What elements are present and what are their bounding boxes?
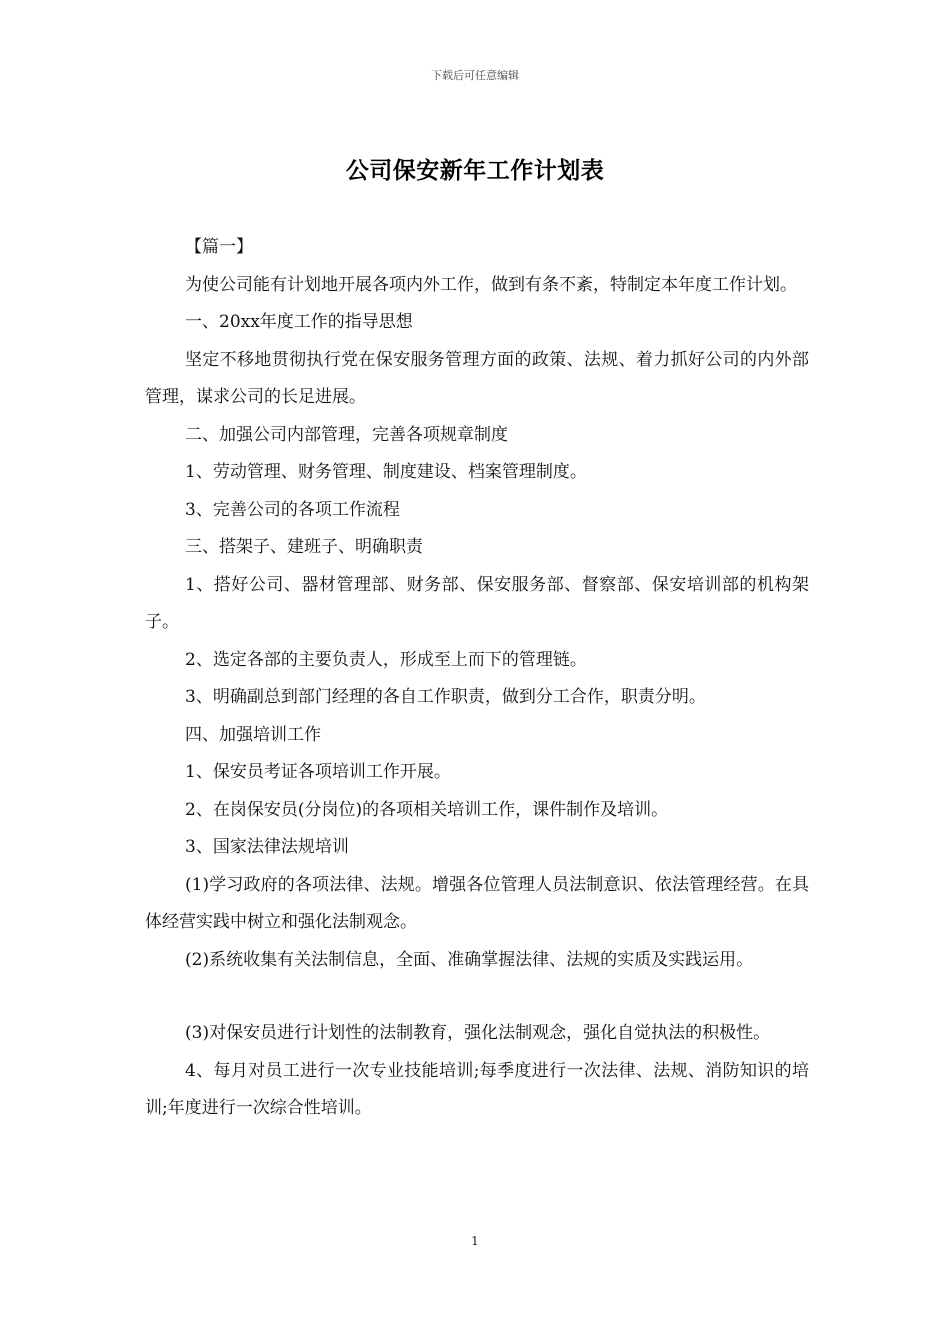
paragraph-gap [145, 979, 809, 1015]
list-item: 3、国家法律法规培训 [185, 837, 349, 857]
sub-list-item: (3)对保安员进行计划性的法制教育，强化法制观念，强化自觉执法的积极性。 [185, 1023, 771, 1043]
document-title: 公司保安新年工作计划表 [345, 157, 605, 184]
list-item: 4、每月对员工进行一次专业技能培训;每季度进行一次法律、法规、消防知识的培训;年度进行一次综合性培训。 [145, 1060, 809, 1118]
section-heading: 三、搭架子、建班子、明确职责 [185, 537, 423, 557]
page-number: 1 [471, 1234, 479, 1248]
document-body [145, 229, 809, 1128]
header-note: 下载后可任意编辑 [431, 69, 519, 82]
list-item: 1、保安员考证各项培训工作开展。 [185, 762, 451, 782]
list-item: 2、在岗保安员(分岗位)的各项相关培训工作，课件制作及培训。 [185, 799, 669, 820]
section-heading: 二、加强公司内部管理，完善各项规章制度 [185, 424, 508, 445]
paragraph: 为使公司能有计划地开展各项内外工作，做到有条不紊，特制定本年度工作计划。 [185, 274, 797, 295]
list-item: 1、劳动管理、财务管理、制度建设、档案管理制度。 [185, 462, 587, 482]
list-item: 3、明确副总到部门经理的各自工作职责，做到分工合作，职责分明。 [185, 687, 706, 707]
list-item: 3、完善公司的各项工作流程 [185, 499, 400, 520]
section-heading: 【篇一】 [185, 237, 253, 257]
section-heading: 四、加强培训工作 [185, 724, 321, 745]
sub-list-item: (2)系统收集有关法制信息，全面、准确掌握法律、法规的实质及实践运用。 [185, 949, 754, 970]
sub-list-item: (1)学习政府的各项法律、法规。增强各位管理人员法制意识、依法管理经营。在具体经营实践中树立和强化法制观念。 [145, 874, 809, 932]
list-item: 2、选定各部的主要负责人，形成至上而下的管理链。 [185, 649, 587, 670]
section-heading: 一、20xx年度工作的指导思想 [185, 312, 413, 332]
list-item: 1、搭好公司、器材管理部、财务部、保安服务部、督察部、保安培训部的机构架子。 [145, 574, 809, 632]
paragraph: 坚定不移地贯彻执行党在保安服务管理方面的政策、法规、着力抓好公司的内外部管理，谋求公司的长足进展。 [145, 349, 809, 407]
